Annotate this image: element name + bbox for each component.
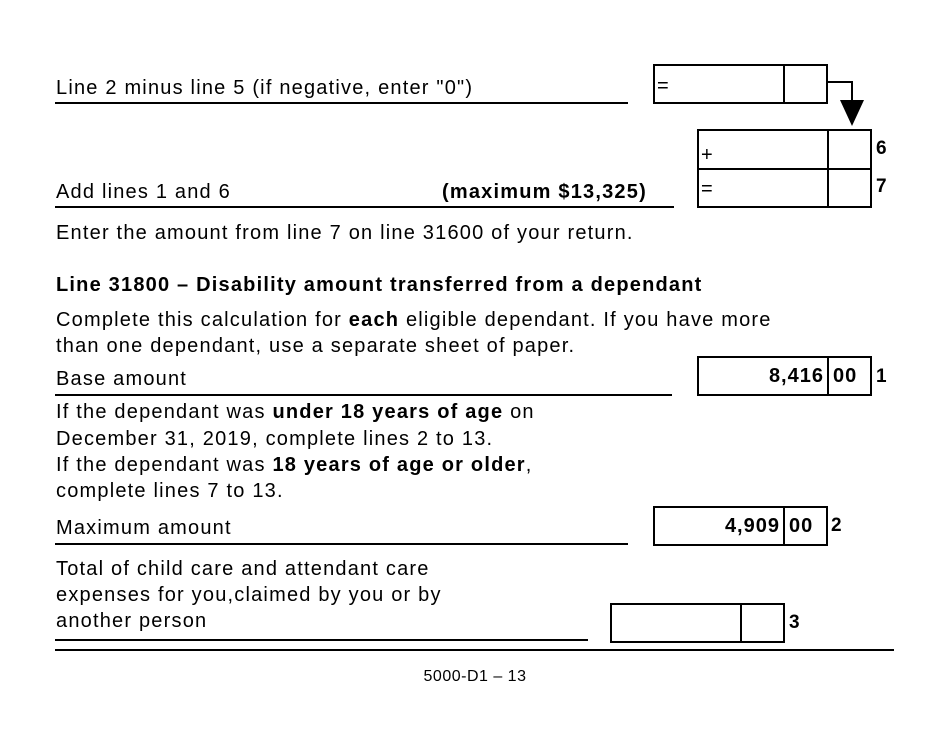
line-number-3: 3: [789, 612, 800, 633]
section-heading: Line 31800 – Disability amount transferred from a dependant: [56, 274, 703, 296]
total-care-expenses-line2: expenses for you,claimed by you or by: [56, 584, 442, 606]
add-lines-label: Add lines 1 and 6: [56, 181, 231, 203]
base-amount-field[interactable]: [697, 356, 872, 396]
total-care-expenses-line1: Total of child care and attendant care: [56, 558, 430, 580]
intro-text-line1: Complete this calculation for each eligible dependant. If you have more: [56, 309, 772, 331]
arrow-down-icon: [824, 78, 874, 130]
maximum-amount-underline: [55, 543, 628, 545]
maximum-amount-cents: 00: [789, 515, 814, 537]
condition-18plus-line2: complete lines 7 to 13.: [56, 480, 284, 502]
intro-text-line2: than one dependant, use a separate sheet of paper.: [56, 335, 576, 357]
condition-under18-line1: If the dependant was under 18 years of age on: [56, 401, 535, 423]
maximum-note: (maximum $13,325): [442, 181, 647, 203]
condition-under18-line2: December 31, 2019, complete lines 2 to 13.: [56, 428, 494, 450]
condition-18plus-line1: If the dependant was 18 years of age or older,: [56, 454, 533, 476]
page-bottom-rule: [55, 649, 894, 651]
line-number-7: 7: [876, 176, 887, 197]
line3-amount-field[interactable]: [610, 603, 785, 643]
cents-divider: [740, 605, 742, 641]
line7-amount-field[interactable]: [697, 168, 872, 208]
total-care-expenses-underline: [55, 639, 588, 641]
cents-divider: [827, 358, 829, 394]
line6-amount-field[interactable]: [697, 129, 872, 170]
line5-underline: [55, 102, 628, 104]
equals-sign: =: [701, 178, 713, 200]
maximum-amount-dollars: 4,909: [724, 515, 780, 537]
plus-sign: +: [701, 144, 713, 166]
line5-amount-field[interactable]: [653, 64, 828, 104]
base-amount-underline: [55, 394, 672, 396]
cents-divider: [783, 508, 785, 544]
base-amount-dollars: 8,416: [768, 365, 824, 387]
page-footer: 5000-D1 – 13: [423, 668, 527, 685]
line-number-1: 1: [876, 366, 887, 387]
line-number-6: 6: [876, 138, 887, 159]
line7-instruction: Enter the amount from line 7 on line 31600 of your return.: [56, 222, 634, 244]
base-amount-label: Base amount: [56, 368, 188, 390]
line7-underline: [55, 206, 674, 208]
line2-minus-line5-label: Line 2 minus line 5 (if negative, enter "0"): [56, 77, 474, 99]
cents-divider: [783, 66, 785, 102]
base-amount-cents: 00: [833, 365, 858, 387]
equals-sign: =: [657, 75, 669, 97]
maximum-amount-label: Maximum amount: [56, 517, 232, 539]
total-care-expenses-line3: another person: [56, 610, 208, 632]
maximum-amount-field[interactable]: [653, 506, 828, 546]
cents-divider: [827, 170, 829, 206]
line-number-2: 2: [831, 515, 842, 536]
cents-divider: [827, 131, 829, 168]
